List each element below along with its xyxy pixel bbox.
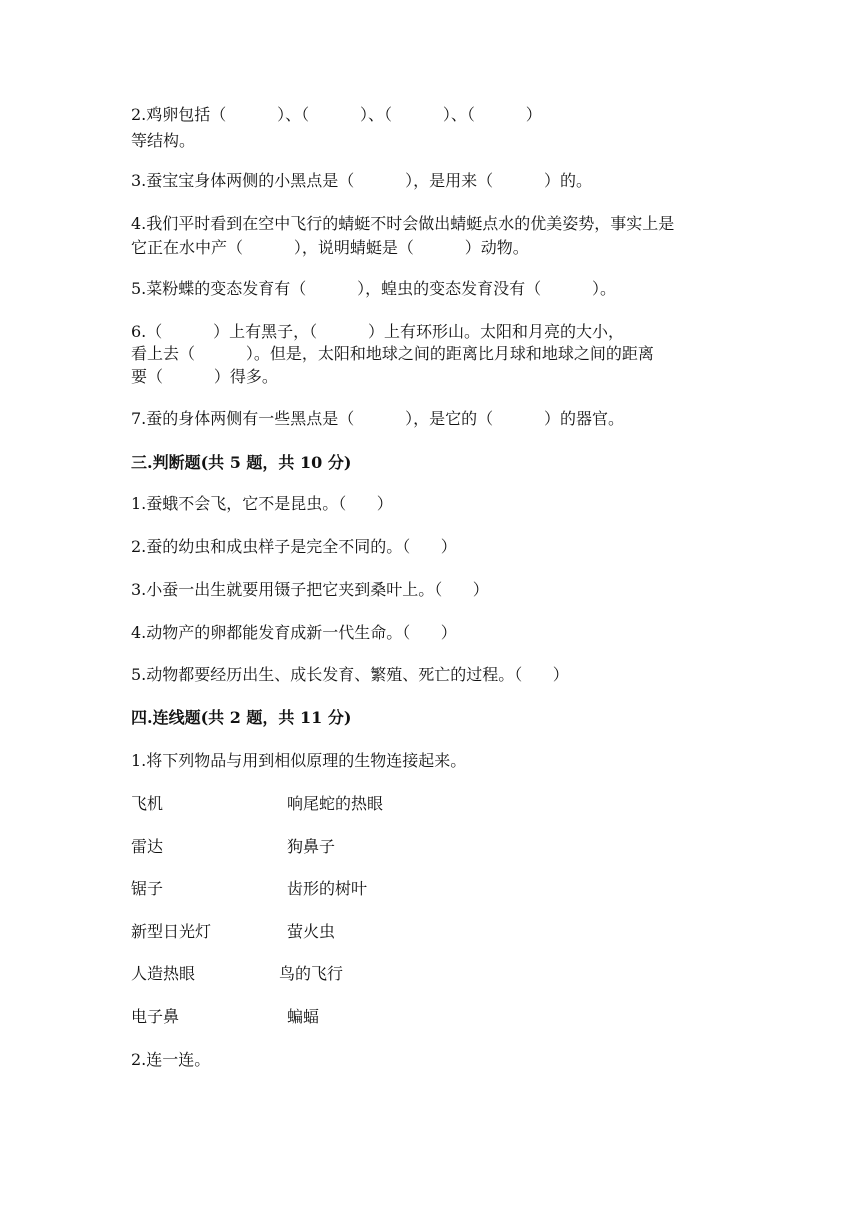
section-heading-judge: 三.判断题(共 5 题，共 10 分) [131, 453, 352, 472]
question-5: 5.菜粉蝶的变态发育有（ ），蝗虫的变态发育没有（ ）。 [131, 279, 616, 298]
question-2-line-1: 2.鸡卵包括（ ）、（ ）、（ ）、（ ） [131, 105, 542, 124]
question-4-line-2: 它正在水中产（ ），说明蜻蜓是（ ）动物。 [131, 238, 529, 257]
match-right-item: 鸟的飞行 [279, 964, 344, 983]
match-right-item: 齿形的树叶 [287, 879, 368, 898]
question-6-line-1: 6.（ ）上有黑子，（ ）上有环形山。太阳和月亮的大小， [131, 322, 624, 341]
match-left-item: 电子鼻 [131, 1007, 180, 1026]
match-left-item: 飞机 [131, 794, 164, 813]
judge-question-4: 4.动物产的卵都能发育成新一代生命。（ ） [131, 623, 457, 642]
match-question-2: 2.连一连。 [131, 1050, 211, 1069]
match-right-item: 狗鼻子 [287, 837, 336, 856]
match-question-1: 1.将下列物品与用到相似原理的生物连接起来。 [131, 751, 467, 770]
question-6-line-2: 看上去（ ）。但是，太阳和地球之间的距离比月球和地球之间的距离 [131, 344, 654, 363]
question-3: 3.蚕宝宝身体两侧的小黑点是（ ），是用来（ ）的。 [131, 171, 592, 190]
question-6-line-3: 要（ ）得多。 [131, 367, 278, 386]
match-left-item: 新型日光灯 [131, 922, 212, 941]
question-4-line-1: 4.我们平时看到在空中飞行的蜻蜓不时会做出蜻蜓点水的优美姿势，事实上是 [131, 214, 675, 233]
section-heading-match: 四.连线题(共 2 题，共 11 分) [131, 708, 352, 727]
judge-question-5: 5.动物都要经历出生、成长发育、繁殖、死亡的过程。（ ） [131, 665, 569, 684]
match-left-item: 锯子 [131, 879, 164, 898]
match-left-item: 雷达 [131, 837, 164, 856]
judge-question-2: 2.蚕的幼虫和成虫样子是完全不同的。（ ） [131, 537, 457, 556]
judge-question-3: 3.小蚕一出生就要用镊子把它夹到桑叶上。（ ） [131, 580, 489, 599]
question-7: 7.蚕的身体两侧有一些黑点是（ ），是它的（ ）的器官。 [131, 409, 624, 428]
match-right-item: 蝙蝠 [287, 1007, 320, 1026]
match-left-item: 人造热眼 [131, 964, 196, 983]
judge-question-1: 1.蚕蛾不会飞，它不是昆虫。（ ） [131, 494, 393, 513]
match-right-item: 响尾蛇的热眼 [287, 794, 384, 813]
match-right-item: 萤火虫 [287, 922, 336, 941]
question-2-line-2: 等结构。 [131, 131, 196, 150]
